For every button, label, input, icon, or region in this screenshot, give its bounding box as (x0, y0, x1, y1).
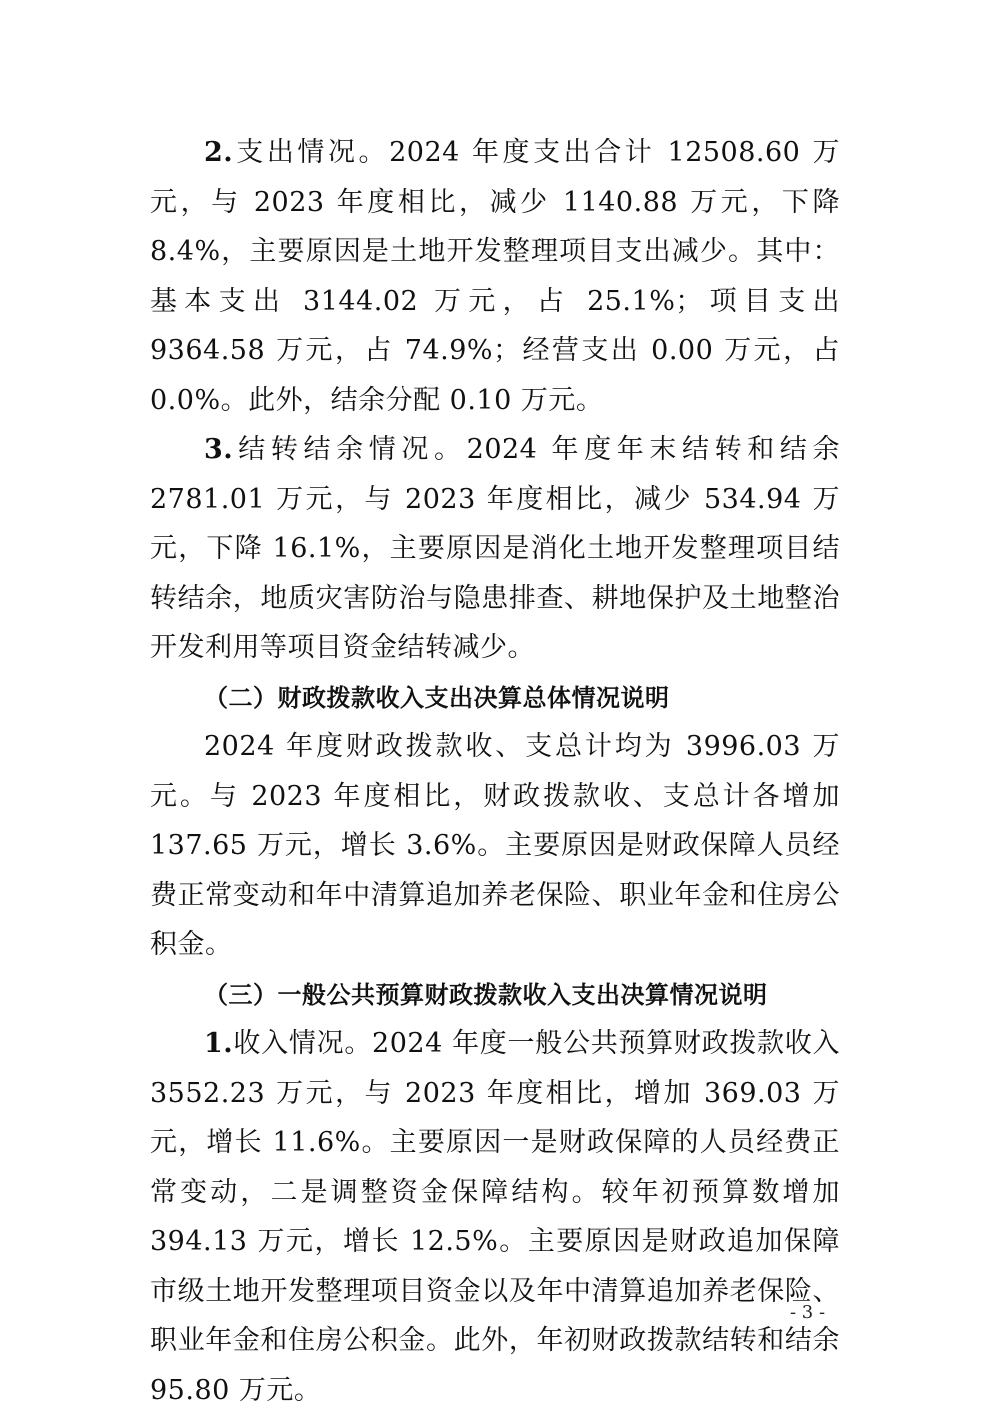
section-heading-fiscal-overall: （二）财政拨款收入支出决算总体情况说明 (204, 682, 670, 712)
paragraph-number: 3. (204, 434, 234, 465)
paragraph-carryover-balance (150, 425, 840, 673)
paragraph-fiscal-overall (150, 722, 840, 970)
paragraph-income (150, 1019, 840, 1415)
paragraph-text: 收入情况。2024 年度一般公共预算财政拨款收入 3552.23 万元，与 2023 年度相比，增加 369.03 万元，增长 11.6%。主要原因一是财政保障的人员经费正常变动，二是调整资金保障结构。较年初预算数增加 394.13 万元，增长 12.5%。主要原因是财政追加保障市级土地开发整理项目资金以及年中清算追加养老保险、职业年金和住房公积金。此外，年初财政拨款结转和结余 95.80 万元。 (150, 1028, 840, 1406)
paragraph-number: 2. (204, 137, 234, 168)
paragraph-expenditure (150, 128, 840, 425)
paragraph-text: 2024 年度财政拨款收、支总计均为 3996.03 万元。与 2023 年度相比，财政拨款收、支总计各增加 137.65 万元，增长 3.6%。主要原因是财政保障人员经费正常变动和年中清算追加养老保险、职业年金和住房公积金。 (150, 731, 840, 960)
paragraph-number: 1. (204, 1028, 234, 1059)
page-number: - 3 - (790, 1302, 826, 1323)
section-heading-general-public-budget: （三）一般公共预算财政拨款收入支出决算情况说明 (204, 979, 768, 1009)
paragraph-text: 结转结余情况。2024 年度年末结转和结余 2781.01 万元，与 2023 年度相比，减少 534.94 万元，下降 16.1%，主要原因是消化土地开发整理项目结转结余，地质灾害防治与隐患排查、耕地保护及土地整治开发利用等项目资金结转减少。 (150, 434, 840, 663)
document-body (150, 128, 840, 1415)
paragraph-text: 支出情况。2024 年度支出合计 12508.60 万元，与 2023 年度相比，减少 1140.88 万元，下降 8.4%，主要原因是土地开发整理项目支出减少。其中：基本支出 3144.02 万元，占 25.1%；项目支出 9364.58 万元，占 74.9%；经营支出 0.00 万元，占 0.0%。此外，结余分配 0.10 万元。 (150, 137, 840, 416)
